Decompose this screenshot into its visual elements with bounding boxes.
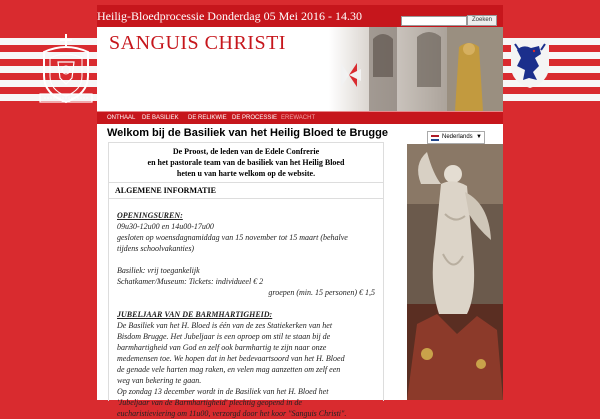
- basilica-facade-photo: [329, 27, 503, 111]
- jubeljaar-heading: JUBELJAAR VAN DE BARMHARTIGHEID:: [117, 310, 273, 319]
- jubeljaar-line: de genade vele harten mag raken, en velen mag aanzetten om zelf een: [117, 365, 341, 374]
- nav-item-erewacht[interactable]: EREWACHT: [281, 115, 316, 121]
- search-input[interactable]: [401, 16, 467, 26]
- intro-text: [109, 143, 383, 183]
- main-content: [97, 124, 503, 418]
- jubeljaar-line: 'Jubeljaar van de Barmhartigheid' plechtig geopend in de: [117, 398, 302, 407]
- jubeljaar-line: Bisdom Brugge. Het Jubeljaar is een oproep om stil te staan bij de: [117, 332, 331, 341]
- intro-line: en het pastorale team van de basiliek van het Heilig Bloed: [147, 158, 345, 167]
- jubeljaar-line: Op zondag 13 december wordt in de Basiliek van het H. Bloed het: [117, 387, 329, 396]
- netherlands-flag-icon: [431, 135, 439, 141]
- nav-item-de-relikwie[interactable]: DE RELIKWIE: [188, 115, 227, 121]
- schatkamer-info: Schatkamer/Museum: Tickets: individueel € 2: [117, 277, 264, 286]
- sidebar: [407, 130, 503, 400]
- site-header: [97, 27, 503, 111]
- site-title[interactable]: SANGUIS CHRISTI: [109, 32, 286, 54]
- nav-item-onthaal[interactable]: ONTHAAL: [107, 115, 136, 121]
- intro-line: De Proost, de leden van de Edele Confrerie: [172, 147, 320, 156]
- openingsuren-heading: OPENINGSUREN:: [117, 211, 183, 220]
- closing-note-cont: tijdens schoolvakanties): [117, 244, 195, 253]
- announcement-text: Heilig-Bloedprocessie Donderdag 05 Mei 2016 - 14.30: [97, 9, 362, 23]
- opening-hours: 09u30-12u00 en 14u00-17u00: [117, 222, 214, 231]
- closing-note: gesloten op woensdagnamiddag van 15 november tot 15 maart (behalve: [117, 233, 348, 242]
- main-navigation: [97, 111, 503, 125]
- lion-heraldic-icon: [505, 36, 555, 90]
- search-button[interactable]: Zoeken: [467, 15, 497, 26]
- jubeljaar-line: medemensen toe. We hopen dat in het bedevaartsoord van het H. Bloed: [117, 354, 345, 363]
- welcome-panel: [108, 142, 384, 418]
- jubeljaar-line: eucharistieviering om 11u00, verzorgd door het koor "Sanguis Christi".: [117, 409, 347, 418]
- crest-emblem-icon: [36, 32, 96, 110]
- section-heading: ALGEMENE INFORMATIE: [109, 183, 383, 199]
- top-bar: [97, 5, 503, 27]
- language-label: Nederlands: [442, 134, 473, 140]
- groepen-info: groepen (min. 15 personen) € 1,5: [268, 288, 375, 297]
- language-select[interactable]: [427, 131, 485, 144]
- intro-line: heten u van harte welkom op de website.: [176, 169, 316, 178]
- body-text: [109, 199, 383, 419]
- angel-statue-photo: [407, 144, 503, 400]
- nav-item-de-processie[interactable]: DE PROCESSIE: [232, 115, 278, 121]
- basiliek-info: Basiliek: vrij toegankelijk: [117, 266, 200, 275]
- chevron-down-icon: ▼: [476, 134, 482, 140]
- nav-item-de-basiliek[interactable]: DE BASILIEK: [142, 115, 179, 121]
- jubeljaar-line: barmhartigheid van God en zelf ook barmhartig te zijn naar onze: [117, 343, 327, 352]
- page-title: Welkom bij de Basiliek van het Heilig Bloed te Brugge: [107, 127, 388, 139]
- jubeljaar-line: De Basiliek van het H. Bloed is één van de zes Statiekerken van het: [117, 321, 333, 330]
- jubeljaar-line: weg van bekering te gaan.: [117, 376, 202, 385]
